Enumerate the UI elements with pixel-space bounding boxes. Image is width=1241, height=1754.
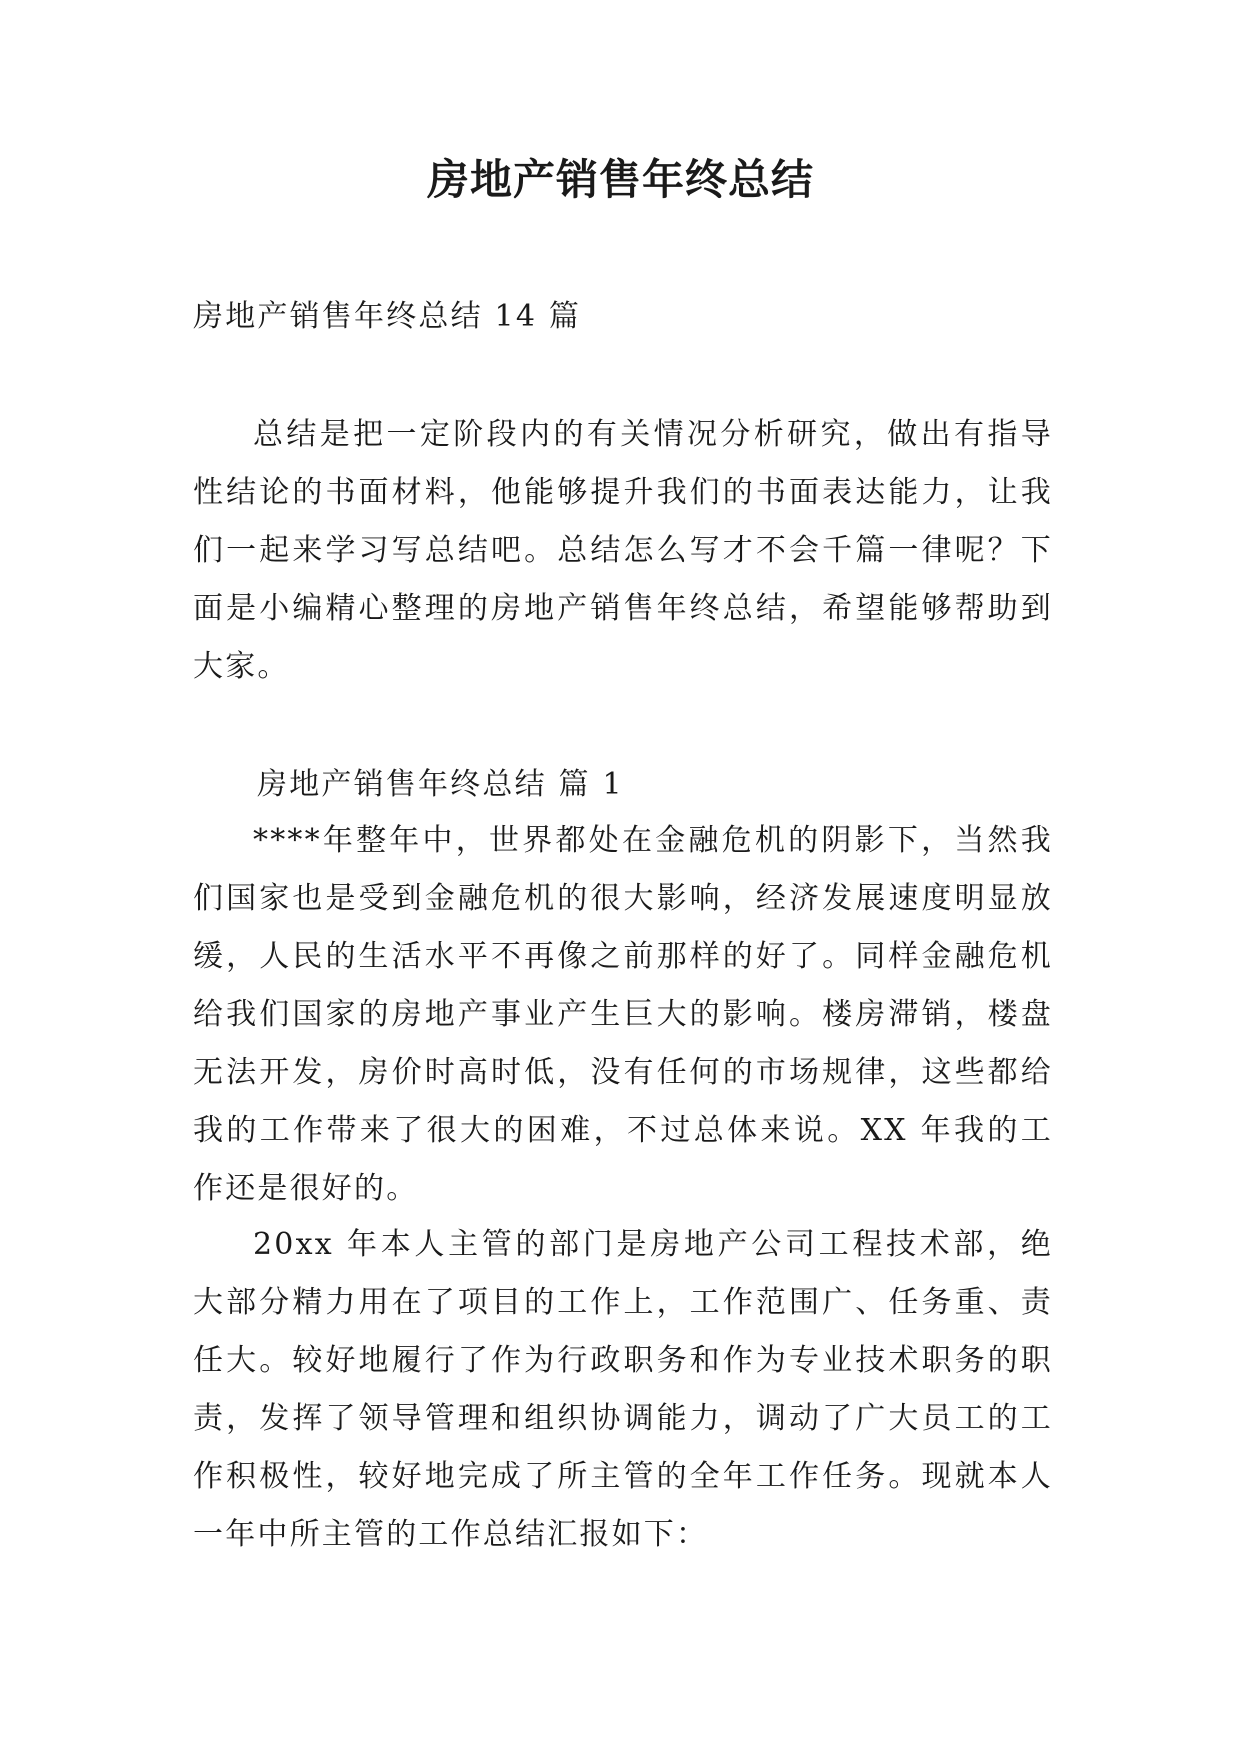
section-heading: 房地产销售年终总结 篇 1 — [257, 767, 624, 802]
document-subtitle: 房地产销售年终总结 14 篇 — [193, 299, 582, 334]
document-title: 房地产销售年终总结 — [426, 155, 814, 204]
body-paragraph-1: ****年整年中，世界都处在金融危机的阴影下，当然我们国家也是受到金融危机的很大影响，经济发展速度明显放缓，人民的生活水平不再像之前那样的好了。同样金融危机给我们国家的房地产事业产生巨大的影响。楼房滞销，楼盘无法开发，房价时高时低，没有任何的市场规律，这些都给我的工作带来了很大的困难，不过总体来说。XX 年我的工作还是很好的。 — [193, 823, 1053, 1206]
intro-paragraph: 总结是把一定阶段内的有关情况分析研究，做出有指导性结论的书面材料，他能够提升我们的书面表达能力，让我们一起来学习写总结吧。总结怎么写才不会千篇一律呢？下面是小编精心整理的房地产销售年终总结，希望能够帮助到大家。 — [193, 417, 1053, 684]
body-paragraph-2: 20xx 年本人主管的部门是房地产公司工程技术部，绝大部分精力用在了项目的工作上，工作范围广、任务重、责任大。较好地履行了作为行政职务和作为专业技术职务的职责，发挥了领导管理和组织协调能力，调动了广大员工的工作积极性，较好地完成了所主管的全年工作任务。现就本人一年中所主管的工作总结汇报如下： — [193, 1227, 1053, 1552]
